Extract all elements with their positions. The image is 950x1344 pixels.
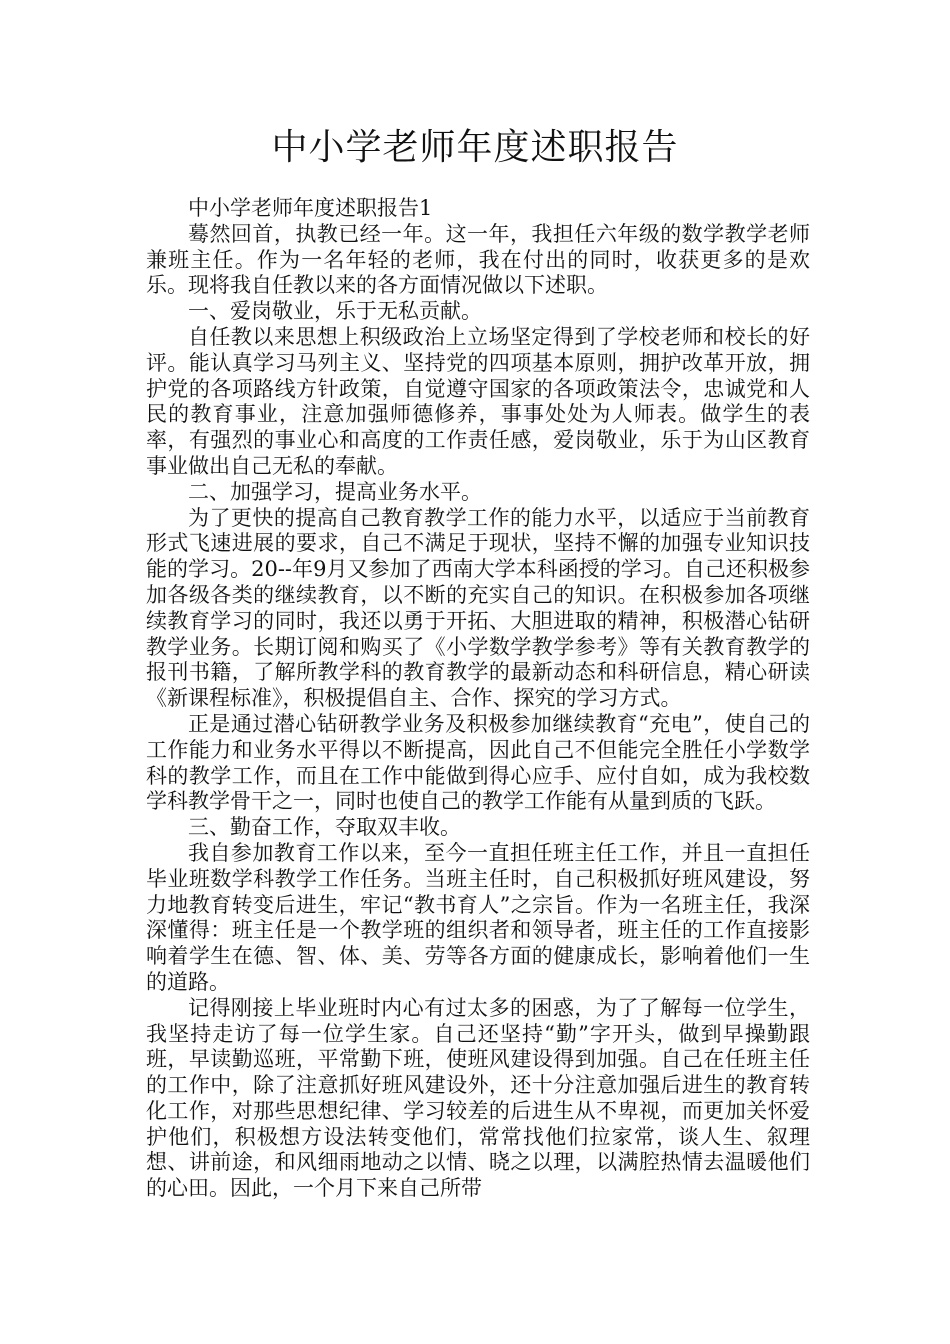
section-heading-1: 一、爱岗敬业，乐于无私贡献。 xyxy=(188,299,482,324)
document-body xyxy=(146,196,810,1202)
paragraph-section-2b: 正是通过潜心钻研教学业务及积极参加继续教育“充电”，使自己的工作能力和业务水平得以不断提高，因此自己不但能完全胜任小学数学科的教学工作，而且在工作中能做到得心应手、应付自如，成为我校数学科教学骨干之一，同时也使自己的教学工作能有从量到质的飞跃。 xyxy=(146,711,810,814)
report-subtitle: 中小学老师年度述职报告1 xyxy=(188,196,433,220)
page-title: 中小学老师年度述职报告 xyxy=(271,127,679,168)
paragraph-section-3b: 记得刚接上毕业班时内心有过太多的困惑，为了了解每一位学生，我坚持走访了每一位学生家。自己还坚持“勤”字开头，做到早操勤跟班，早读勤巡班，平常勤下班，使班风建设得到加强。自己在任班主任的工作中，除了注意抓好班风建设外，还十分注意加强后进生的教育转化工作，对那些思想纪律、学习较差的后进生从不卑视，而更加关怀爱护他们，积极想方设法转变他们，常常找他们拉家常，谈人生、叙理想、讲前途，和风细雨地动之以情、晓之以理，以满腔热情去温暖他们的心田。因此，一个月下来自己所带 xyxy=(146,995,810,1201)
paragraph-intro: 蓦然回首，执教已经一年。这一年，我担任六年级的数学教学老师兼班主任。作为一名年轻的老师，我在付出的同时，收获更多的是欢乐。现将我自任教以来的各方面情况做以下述职。 xyxy=(146,221,810,298)
paragraph-section-3a: 我自参加教育工作以来，至今一直担任班主任工作，并且一直担任毕业班数学科教学工作任务。当班主任时，自己积极抓好班风建设，努力地教育转变后进生，牢记“教书育人”之宗旨。作为一名班主任，我深深懂得：班主任是一个教学班的组织者和领导者，班主任的工作直接影响着学生在德、智、体、美、劳等各方面的健康成长，影响着他们一生的道路。 xyxy=(146,840,810,994)
section-heading-2: 二、加强学习，提高业务水平。 xyxy=(188,479,482,504)
section-heading-3: 三、勤奋工作，夺取双丰收。 xyxy=(188,815,461,840)
paragraph-section-2a: 为了更快的提高自己教育教学工作的能力水平，以适应于当前教育形式飞速进展的要求，自己不满足于现状，坚持不懈的加强专业知识技能的学习。20--年9月又参加了西南大学本科函授的学习。自己还积极参加各级各类的继续教育，以不断的充实自己的知识。在积极参加各项继续教育学习的同时，我还以勇于开拓、大胆进取的精神，积极潜心钻研教学业务。长期订阅和购买了《小学数学教学参考》等有关教育教学的报刊书籍，了解所教学科的教育教学的最新动态和科研信息，精心研读《新课程标准》，积极提倡自主、合作、探究的学习方式。 xyxy=(146,505,810,711)
paragraph-section-1: 自任教以来思想上积级政治上立场坚定得到了学校老师和校长的好评。能认真学习马列主义、坚持党的四项基本原则，拥护改革开放，拥护党的各项路线方针政策，自觉遵守国家的各项政策法令，忠诚党和人民的教育事业，注意加强师德修养，事事处处为人师表。做学生的表率，有强烈的事业心和高度的工作责任感，爱岗敬业，乐于为山区教育事业做出自己无私的奉献。 xyxy=(146,324,810,478)
